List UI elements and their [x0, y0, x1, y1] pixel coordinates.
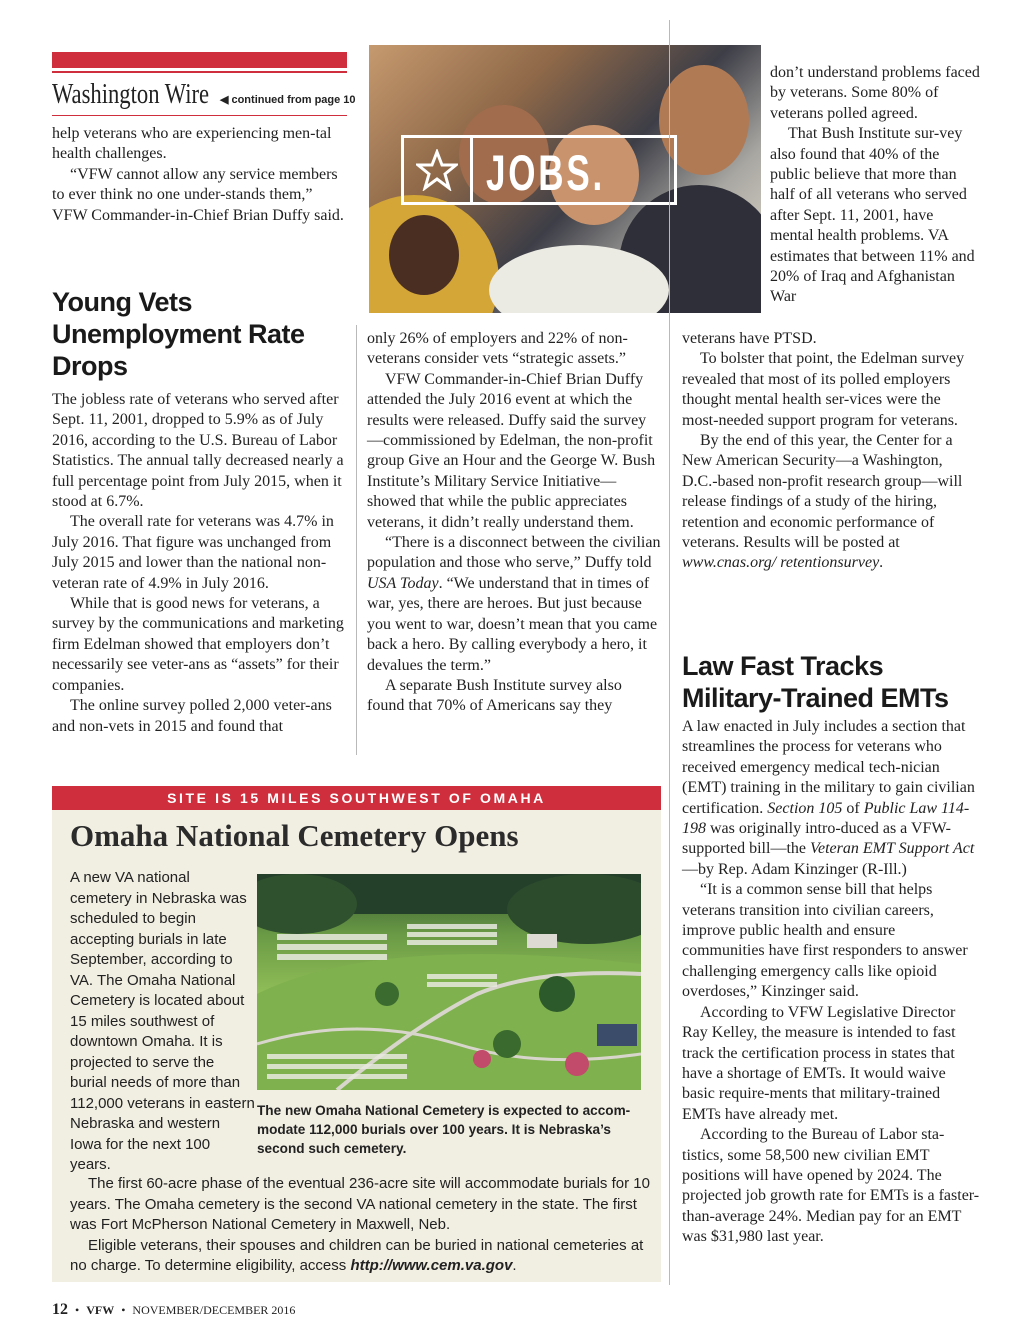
star-icon [404, 138, 473, 202]
section-underline [52, 115, 347, 116]
bill-name: Veteran EMT Support Act [809, 840, 975, 858]
jobs-overlay-text: JOBS. [486, 145, 606, 201]
paragraph: The first 60-acre phase of the eventual 236-acre site will accommodate burials for 10 years. The Omaha cemetery is the second VA national cemetery in the state. The first was Fort McPherson National Cemetery in Maxwell, Neb. [70, 1175, 650, 1233]
paragraph: While that is good news for veterans, a survey by the communications and marketing firm Edelman showed that employers don’t necessarily see veter-ans as “assets” for their companies. [52, 595, 344, 694]
cemetery-link[interactable]: http://www.cem.va.gov [350, 1257, 513, 1274]
publication-name: USA Today [367, 574, 439, 592]
paragraph [367, 533, 661, 676]
sidebar-body [70, 1174, 655, 1277]
paragraph: only 26% of employers and 22% of non-veterans consider vets “strategic assets.” [367, 330, 628, 368]
survey-link[interactable]: www.cnas.org/ retentionsurvey [682, 554, 880, 572]
section-header-bar [52, 52, 347, 68]
article-column-3-narrow [770, 63, 980, 308]
paragraph: VFW Commander-in-Chief Brian Duffy attended the July 2016 event at which the results were released. Duffy said the survey—commissioned by Edelman, the non-profit group Give an Hour and the George W. Bush Institute’s Military Service Initiative—showed that while the public appreciates veterans, it didn’t really understand them. [367, 370, 656, 531]
sidebar-kicker: SITE IS 15 MILES SOUTHWEST OF OMAHA [52, 786, 661, 810]
paragraph: To bolster that point, the Edelman survey revealed that most of its polled employers thought mental health ser-vices were the most-needed support program for veterans. [682, 350, 965, 429]
article-headline: Young Vets Unemployment Rate Drops [52, 287, 305, 381]
paragraph [70, 1236, 655, 1277]
text-run: Eligible veterans, their spouses and children can be buried in national cemeteries at no charge. To determine eligibility, access [70, 1236, 644, 1274]
article-column-2 [367, 329, 661, 717]
paragraph: “It is a common sense bill that helps veterans transition into civilian careers, improve public health and ensure communities have first responders to answer challenging emergency calls like opioid overdoses,” Kinzinger said. [682, 881, 968, 1001]
section-title: Washington Wire [52, 78, 210, 110]
footer-separator: • [121, 1303, 126, 1317]
text-run: of [842, 799, 864, 817]
paragraph: According to VFW Legislative Director Ray Kelley, the measure is intended to fast track the certification process in states that have a shortage of EMTs. It would waive basic require-ments that military-trained EMTs have already met. [682, 1003, 956, 1123]
paragraph: “VFW cannot allow any service members to ever think no one under-stands them,” VFW Commander-in-Chief Brian Duffy said. [52, 165, 344, 224]
law-name: Public Law 114-198 [682, 799, 970, 838]
column-rule [356, 325, 357, 755]
text-run: “There is a disconnect between the civilian population and those who serve,” Duffy told [367, 534, 661, 572]
text-run: . [512, 1257, 517, 1274]
paragraph [682, 431, 980, 574]
paragraph: don’t understand problems faced by veterans. Some 80% of veterans polled agreed. [770, 64, 980, 122]
paragraph: The online survey polled 2,000 veter-ans and non-vets in 2015 and found that [52, 697, 332, 735]
emt-article-body [682, 717, 980, 1248]
paragraph [682, 717, 980, 880]
article-headline: Law Fast Tracks Military-Trained EMTs [682, 651, 949, 713]
issue-date: NOVEMBER/DECEMBER 2016 [132, 1303, 296, 1317]
section-header-rule [52, 71, 347, 73]
text-run: A law enacted in July includes a section that streamlines the process for veterans who received emergency medical tech-nician (EMT) training in the military to gain civilian certification. [682, 718, 975, 817]
paragraph: veterans have PTSD. [682, 330, 817, 347]
article-column-3 [682, 329, 980, 574]
footer-separator: • [75, 1303, 80, 1317]
jobs-photo [369, 45, 761, 313]
paragraph: The jobless rate of veterans who served after Sept. 11, 2001, dropped to 5.9% as of July 2016, according to the U.S. Bureau of Labor Statistics. The annual tally decreased nearly a full percentage point from July 2015, when it stood at 6.7%. [52, 391, 344, 511]
column-rule [669, 20, 670, 1285]
photo-caption: The new Omaha National Cemetery is expected to accom-modate 112,000 burials over 100 years. It is Nebraska’s second such cemetery. [257, 1103, 631, 1156]
paragraph: help veterans who are experiencing men-tal health challenges. [52, 125, 332, 163]
cemetery-photo [257, 874, 641, 1090]
sidebar-title: Omaha National Cemetery Opens [70, 818, 519, 853]
arrow-left-icon: ◀ [220, 94, 229, 106]
ww-continued-body [52, 124, 348, 226]
text-run: —by Rep. Adam Kinzinger (R-Ill.) [682, 860, 907, 878]
continued-text: continued from page 10 [231, 94, 356, 106]
paragraph: According to the Bureau of Labor sta-tistics, some 58,500 new civilian EMT positions will have opened by 2024. The projected job growth rate for EMTs is a faster-than-average 24%. Median pay for an EMT was $31,980 last year. [682, 1126, 980, 1246]
law-section: Section 105 [767, 799, 843, 817]
article-column-1 [52, 390, 348, 737]
text-run: By the end of this year, the Center for a New American Security—a Washington, D.C.-based non-profit research group—will release findings of a study of the hiring, retention and economic performance of veterans. Results will be posted at [682, 432, 963, 552]
paragraph: The overall rate for veterans was 4.7% in July 2016. That figure was unchanged from July 2015 and lower than the national non-veteran rate of 4.9% in July 2016. [52, 513, 334, 592]
page-footer [52, 1301, 295, 1319]
text-run: was originally intro-duced as a VFW-supported bill—the [682, 820, 951, 858]
paragraph: That Bush Institute sur-vey also found that 40% of the public believe that more than half of all veterans who served after Sept. 11, 2001, have mental health problems. VA estimates that between 11% and 20% of Iraq and Afghanistan War [770, 125, 975, 306]
text-run: . [879, 554, 884, 572]
magazine-name: VFW [86, 1303, 115, 1317]
text-run: . “We understand that in times of war, yes, there are heroes. But just because you went to war, doesn’t mean that you came back a hero. By calling everybody a hero, it devalues the term.” [367, 574, 658, 674]
continued-note[interactable] [220, 93, 356, 106]
sidebar-intro: A new VA national cemetery in Nebraska was scheduled to begin accepting burials in late September, according to VA. The Omaha National Cemetery is located about 15 miles southwest of downtown Omaha. It is projected to serve the burial needs of more than 112,000 veterans in eastern Nebraska and western Iowa for the next 100 years. [70, 869, 255, 1173]
page-number: 12 [52, 1301, 68, 1318]
paragraph: A separate Bush Institute survey also found that 70% of Americans say they [367, 676, 622, 715]
jobs-logo [401, 135, 677, 205]
